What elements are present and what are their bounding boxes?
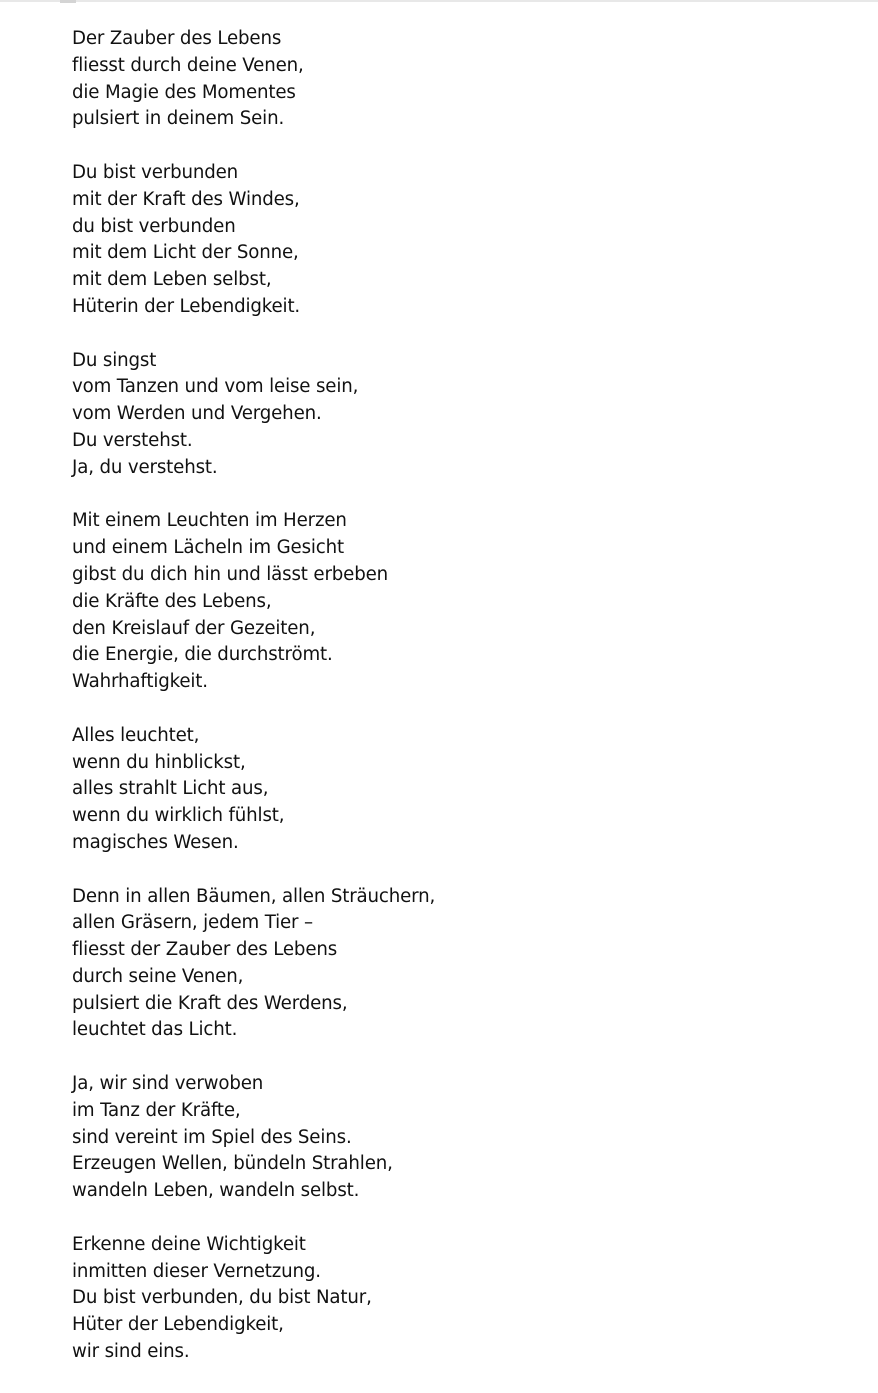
poem-line: sind vereint im Spiel des Seins. bbox=[72, 1126, 352, 1148]
poem-line: Ja, wir sind verwoben bbox=[72, 1073, 264, 1095]
poem-line: die Kräfte des Lebens, bbox=[72, 590, 272, 612]
poem-line: Ja, du verstehst. bbox=[72, 456, 218, 478]
poem-line: gibst du dich hin und lässt erbeben bbox=[72, 563, 389, 585]
poem-line: alles strahlt Licht aus, bbox=[72, 778, 269, 800]
poem-line: vom Werden und Vergehen. bbox=[72, 403, 322, 425]
stanza-1 bbox=[72, 26, 832, 133]
poem-line: Mit einem Leuchten im Herzen bbox=[72, 510, 347, 532]
top-border-mark bbox=[60, 0, 76, 3]
poem-line: im Tanz der Kräfte, bbox=[72, 1099, 241, 1121]
poem-line: wenn du hinblickst, bbox=[72, 751, 246, 773]
poem-line: Hüterin der Lebendigkeit. bbox=[72, 295, 301, 317]
poem-line: und einem Lächeln im Gesicht bbox=[72, 537, 345, 559]
poem-line: Du verstehst. bbox=[72, 429, 193, 451]
stanza-8 bbox=[72, 1232, 832, 1366]
poem-line: Du bist verbunden bbox=[72, 161, 239, 183]
poem-line: Der Zauber des Lebens bbox=[72, 28, 282, 49]
poem-line: Du bist verbunden, du bist Natur, bbox=[72, 1287, 372, 1309]
poem-line: leuchtet das Licht. bbox=[72, 1019, 238, 1041]
poem-line: wenn du wirklich fühlst, bbox=[72, 805, 285, 827]
stanza-2 bbox=[72, 160, 832, 321]
stanza-3 bbox=[72, 348, 832, 482]
poem-line: durch seine Venen, bbox=[72, 965, 244, 987]
stanza-6 bbox=[72, 884, 832, 1045]
stanza-4 bbox=[72, 508, 832, 696]
stanza-5 bbox=[72, 723, 832, 857]
poem-line: pulsiert in deinem Sein. bbox=[72, 108, 285, 130]
poem-line: wir sind eins. bbox=[72, 1341, 190, 1363]
poem-line: Denn in allen Bäumen, allen Sträuchern, bbox=[72, 885, 436, 907]
poem-line: vom Tanzen und vom leise sein, bbox=[72, 376, 359, 398]
poem-line: Erkenne deine Wichtigkeit bbox=[72, 1233, 306, 1255]
poem-line: mit dem Leben selbst, bbox=[72, 269, 272, 291]
poem-line: den Kreislauf der Gezeiten, bbox=[72, 617, 316, 639]
poem-line: Du singst bbox=[72, 349, 157, 371]
poem-line: magisches Wesen. bbox=[72, 831, 239, 853]
poem-line: allen Gräsern, jedem Tier – bbox=[72, 912, 313, 934]
poem-line: du bist verbunden bbox=[72, 215, 236, 237]
poem-line: fliesst durch deine Venen, bbox=[72, 54, 304, 76]
poem-line: Alles leuchtet, bbox=[72, 724, 200, 746]
poem-line: pulsiert die Kraft des Werdens, bbox=[72, 992, 348, 1014]
poem-line: die Energie, die durchströmt. bbox=[72, 644, 333, 666]
stanza-7 bbox=[72, 1071, 832, 1205]
top-border bbox=[0, 0, 878, 2]
poem-line: Erzeugen Wellen, bündeln Strahlen, bbox=[72, 1153, 393, 1175]
poem-line: fliesst der Zauber des Lebens bbox=[72, 939, 338, 961]
poem-line: mit dem Licht der Sonne, bbox=[72, 242, 299, 264]
poem-body bbox=[72, 26, 832, 1393]
poem-line: die Magie des Momentes bbox=[72, 81, 296, 103]
poem-line: mit der Kraft des Windes, bbox=[72, 188, 300, 210]
poem-line: wandeln Leben, wandeln selbst. bbox=[72, 1180, 360, 1202]
poem-line: Wahrhaftigkeit. bbox=[72, 671, 208, 693]
poem-line: inmitten dieser Vernetzung. bbox=[72, 1260, 321, 1282]
poem-line: Hüter der Lebendigkeit, bbox=[72, 1314, 284, 1336]
